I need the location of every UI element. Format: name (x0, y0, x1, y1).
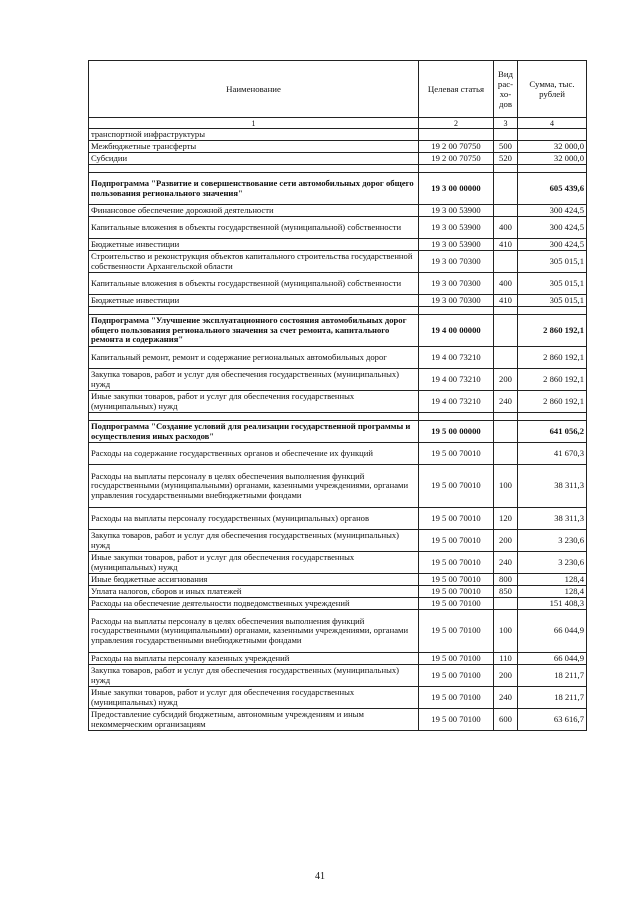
code-cell: 19 3 00 53900 (419, 239, 494, 251)
sum-cell: 32 000,0 (518, 141, 587, 153)
empty-cell (419, 413, 494, 421)
sum-cell: 300 424,5 (518, 205, 587, 217)
code-cell: 19 3 00 70300 (419, 251, 494, 273)
sum-cell: 128,4 (518, 586, 587, 598)
table-row (89, 347, 587, 369)
sum-cell: 18 211,7 (518, 687, 587, 709)
name-cell: Иные закупки товаров, работ и услуг для обеспечения государственных (муниципальных) нужд (89, 687, 419, 709)
empty-cell (494, 307, 518, 315)
sum-cell: 305 015,1 (518, 295, 587, 307)
table-row (89, 205, 587, 217)
name-cell: Закупка товаров, работ и услуг для обеспечения государственных (муниципальных) нужд (89, 369, 419, 391)
budget-table (88, 60, 587, 731)
empty-cell (89, 413, 419, 421)
expense-type-cell: 520 (494, 153, 518, 165)
name-cell: Капитальные вложения в объекты государственной (муниципальной) собственности (89, 273, 419, 295)
empty-cell (494, 165, 518, 173)
expense-type-cell (494, 205, 518, 217)
budget-table-page (88, 60, 586, 731)
name-cell: Межбюджетные трансферты (89, 141, 419, 153)
code-cell: 19 4 00 73210 (419, 369, 494, 391)
expense-type-cell: 500 (494, 141, 518, 153)
code-cell: 19 3 00 53900 (419, 217, 494, 239)
code-cell: 19 5 00 70100 (419, 665, 494, 687)
empty-cell (518, 165, 587, 173)
sum-cell (518, 129, 587, 141)
empty-cell (89, 165, 419, 173)
code-cell: 19 5 00 70010 (419, 586, 494, 598)
sum-cell: 2 860 192,1 (518, 347, 587, 369)
sum-cell: 300 424,5 (518, 217, 587, 239)
spacer-row (89, 165, 587, 173)
table-row (89, 653, 587, 665)
name-cell: Капитальный ремонт, ремонт и содержание региональных автомобильных дорог (89, 347, 419, 369)
name-cell: Финансовое обеспечение дорожной деятельности (89, 205, 419, 217)
code-cell: 19 5 00 70010 (419, 530, 494, 552)
code-cell: 19 5 00 70010 (419, 443, 494, 465)
name-cell: Иные закупки товаров, работ и услуг для обеспечения государственных (муниципальных) нужд (89, 552, 419, 574)
name-cell: Расходы на выплаты персоналу в целях обеспечения выполнения функций государственными (муниципальными) органами, казенными учреждениями, органами управления государственными внебюджетными фондами (89, 610, 419, 653)
table-row (89, 552, 587, 574)
code-cell: 19 5 00 70010 (419, 552, 494, 574)
code-cell: 19 5 00 70010 (419, 508, 494, 530)
sum-cell: 3 230,6 (518, 530, 587, 552)
expense-type-cell: 400 (494, 273, 518, 295)
empty-cell (89, 307, 419, 315)
table-row (89, 239, 587, 251)
sum-cell: 32 000,0 (518, 153, 587, 165)
name-cell: Расходы на выплаты персоналу казенных учреждений (89, 653, 419, 665)
name-cell: транспортной инфраструктуры (89, 129, 419, 141)
empty-cell (518, 413, 587, 421)
spacer-row (89, 413, 587, 421)
code-cell: 19 5 00 70100 (419, 687, 494, 709)
empty-cell (419, 307, 494, 315)
name-cell: Капитальные вложения в объекты государственной (муниципальной) собственности (89, 217, 419, 239)
name-cell: Строительство и реконструкция объектов капитального строительства государственной собственности Архангельской области (89, 251, 419, 273)
sum-cell: 305 015,1 (518, 273, 587, 295)
header-name: Наименование (89, 61, 419, 118)
table-row (89, 443, 587, 465)
column-number: 4 (518, 118, 587, 129)
sum-cell: 38 311,3 (518, 465, 587, 508)
table-row (89, 273, 587, 295)
subprogram-row (89, 421, 587, 443)
sum-cell: 66 044,9 (518, 610, 587, 653)
code-cell: 19 2 00 70750 (419, 141, 494, 153)
table-row (89, 530, 587, 552)
name-cell: Расходы на выплаты персоналу в целях обеспечения выполнения функций государственными (муниципальными) органами, казенными учреждениями, органами управления государственными внебюджетными фондами (89, 465, 419, 508)
expense-type-cell: 200 (494, 369, 518, 391)
name-cell: Предоставление субсидий бюджетным, автономным учреждениям и иным некоммерческим организациям (89, 709, 419, 731)
expense-type-cell (494, 173, 518, 205)
header-sum: Сумма, тыс. рублей (518, 61, 587, 118)
expense-type-cell: 100 (494, 610, 518, 653)
subprogram-row (89, 315, 587, 347)
code-cell: 19 5 00 70100 (419, 709, 494, 731)
sum-cell: 128,4 (518, 574, 587, 586)
name-cell: Расходы на выплаты персоналу государственных (муниципальных) органов (89, 508, 419, 530)
code-cell: 19 5 00 70010 (419, 574, 494, 586)
table-row (89, 153, 587, 165)
spacer-row (89, 307, 587, 315)
name-cell: Подпрограмма "Улучшение эксплуатационного состояния автомобильных дорог общего пользования регионального значения за счет ремонта, капитального ремонта и содержания" (89, 315, 419, 347)
code-cell (419, 129, 494, 141)
subprogram-row (89, 173, 587, 205)
expense-type-cell: 100 (494, 465, 518, 508)
table-row (89, 391, 587, 413)
empty-cell (518, 307, 587, 315)
table-row (89, 586, 587, 598)
name-cell: Бюджетные инвестиции (89, 295, 419, 307)
name-cell: Подпрограмма "Развитие и совершенствование сети автомобильных дорог общего пользования регионального значения" (89, 173, 419, 205)
sum-cell: 2 860 192,1 (518, 315, 587, 347)
code-cell: 19 5 00 70010 (419, 465, 494, 508)
expense-type-cell: 400 (494, 217, 518, 239)
expense-type-cell (494, 443, 518, 465)
code-cell: 19 2 00 70750 (419, 153, 494, 165)
expense-type-cell: 240 (494, 687, 518, 709)
code-cell: 19 3 00 53900 (419, 205, 494, 217)
expense-type-cell: 800 (494, 574, 518, 586)
table-row (89, 610, 587, 653)
page-number: 41 (315, 871, 325, 882)
expense-type-cell (494, 421, 518, 443)
expense-type-cell (494, 251, 518, 273)
name-cell: Бюджетные инвестиции (89, 239, 419, 251)
sum-cell: 63 616,7 (518, 709, 587, 731)
name-cell: Расходы на содержание государственных органов и обеспечение их функций (89, 443, 419, 465)
table-row (89, 141, 587, 153)
code-cell: 19 5 00 00000 (419, 421, 494, 443)
code-cell: 19 4 00 73210 (419, 347, 494, 369)
table-row (89, 217, 587, 239)
sum-cell: 66 044,9 (518, 653, 587, 665)
header-expense-type: Вид рас-хо-дов (494, 61, 518, 118)
expense-type-cell: 410 (494, 239, 518, 251)
code-cell: 19 4 00 73210 (419, 391, 494, 413)
sum-cell: 38 311,3 (518, 508, 587, 530)
expense-type-cell (494, 315, 518, 347)
name-cell: Уплата налогов, сборов и иных платежей (89, 586, 419, 598)
sum-cell: 300 424,5 (518, 239, 587, 251)
sum-cell: 151 408,3 (518, 598, 587, 610)
table-row (89, 574, 587, 586)
name-cell: Закупка товаров, работ и услуг для обеспечения государственных (муниципальных) нужд (89, 665, 419, 687)
table-row (89, 129, 587, 141)
expense-type-cell (494, 129, 518, 141)
code-cell: 19 5 00 70100 (419, 598, 494, 610)
expense-type-cell: 410 (494, 295, 518, 307)
column-number-row (89, 118, 587, 129)
name-cell: Подпрограмма "Создание условий для реализации государственной программы и осуществления иных расходов" (89, 421, 419, 443)
sum-cell: 18 211,7 (518, 665, 587, 687)
sum-cell: 2 860 192,1 (518, 391, 587, 413)
code-cell: 19 5 00 70100 (419, 653, 494, 665)
table-row (89, 295, 587, 307)
expense-type-cell: 110 (494, 653, 518, 665)
empty-cell (494, 413, 518, 421)
table-row (89, 687, 587, 709)
sum-cell: 41 670,3 (518, 443, 587, 465)
sum-cell: 605 439,6 (518, 173, 587, 205)
table-row (89, 665, 587, 687)
expense-type-cell: 850 (494, 586, 518, 598)
expense-type-cell: 240 (494, 391, 518, 413)
sum-cell: 2 860 192,1 (518, 369, 587, 391)
name-cell: Иные закупки товаров, работ и услуг для обеспечения государственных (муниципальных) нужд (89, 391, 419, 413)
empty-cell (419, 165, 494, 173)
name-cell: Закупка товаров, работ и услуг для обеспечения государственных (муниципальных) нужд (89, 530, 419, 552)
expense-type-cell: 240 (494, 552, 518, 574)
table-row (89, 465, 587, 508)
column-number: 1 (89, 118, 419, 129)
sum-cell: 641 056,2 (518, 421, 587, 443)
expense-type-cell: 200 (494, 665, 518, 687)
table-row (89, 598, 587, 610)
column-number: 2 (419, 118, 494, 129)
table-row (89, 251, 587, 273)
table-row (89, 709, 587, 731)
code-cell: 19 4 00 00000 (419, 315, 494, 347)
code-cell: 19 3 00 00000 (419, 173, 494, 205)
table-header-row (89, 61, 587, 118)
code-cell: 19 3 00 70300 (419, 273, 494, 295)
name-cell: Субсидии (89, 153, 419, 165)
name-cell: Иные бюджетные ассигнования (89, 574, 419, 586)
code-cell: 19 5 00 70100 (419, 610, 494, 653)
expense-type-cell (494, 598, 518, 610)
expense-type-cell: 120 (494, 508, 518, 530)
table-row (89, 508, 587, 530)
column-number: 3 (494, 118, 518, 129)
name-cell: Расходы на обеспечение деятельности подведомственных учреждений (89, 598, 419, 610)
sum-cell: 3 230,6 (518, 552, 587, 574)
sum-cell: 305 015,1 (518, 251, 587, 273)
header-code: Целевая статья (419, 61, 494, 118)
expense-type-cell (494, 347, 518, 369)
table-body (89, 129, 587, 731)
table-row (89, 369, 587, 391)
code-cell: 19 3 00 70300 (419, 295, 494, 307)
expense-type-cell: 600 (494, 709, 518, 731)
expense-type-cell: 200 (494, 530, 518, 552)
